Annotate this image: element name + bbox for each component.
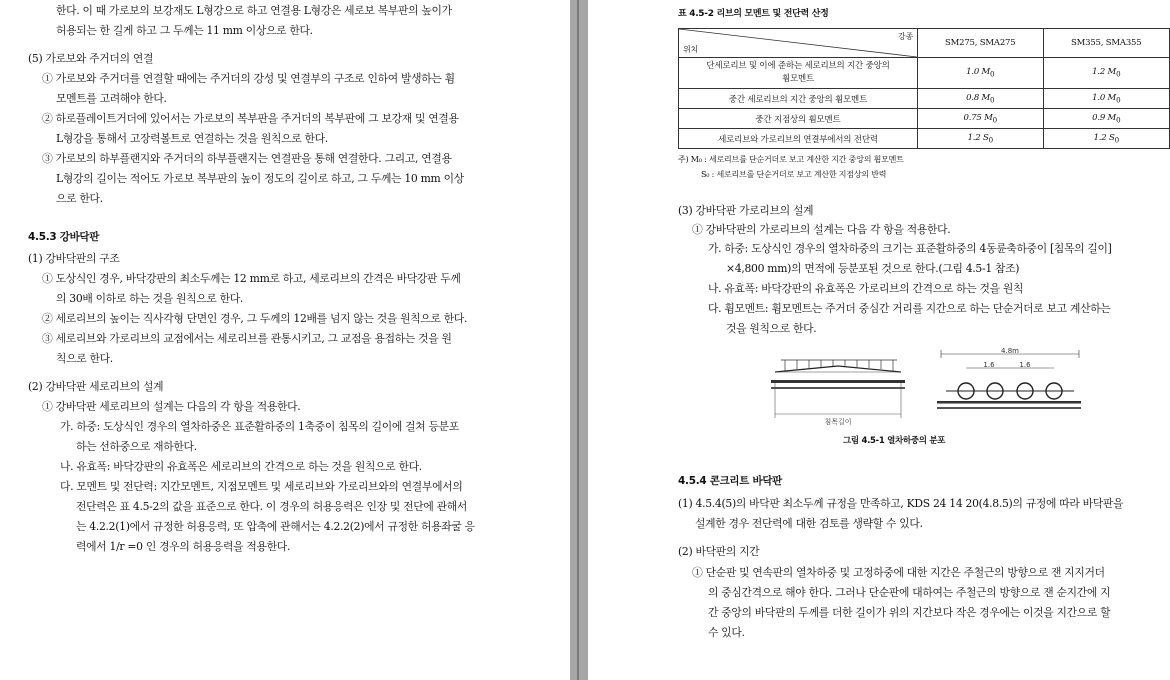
text-line: 하는 선하중으로 재하한다. [76, 440, 197, 453]
text-line: ×4,800 mm)의 면적에 등분포된 것으로 한다.(그림 4.5-1 참조) [726, 262, 1020, 275]
text-line: 설계한 경우 전단력에 대한 검토를 생략할 수 있다. [695, 517, 923, 530]
left-page [0, 0, 570, 680]
dimension-spacing-a: 1.6 [983, 361, 995, 369]
dimension-spacing-b: 1.6 [1019, 361, 1031, 369]
section-heading: (2) 바닥판의 지간 [678, 545, 760, 558]
cell: 1.2 $M_0$ [1043, 58, 1170, 89]
page-divider [570, 0, 588, 680]
text-line: ① 단순판 및 연속판의 열차하중 및 고정하중에 대한 지간은 주철근의 방향으로 잰 지지거더 [692, 566, 1105, 579]
header-position: 위치 [683, 45, 699, 54]
cell: 1.0 $M_0$ [917, 58, 1043, 89]
text-line: 가. 하중: 도상식인 경우의 열차하중의 크기는 표준활하중의 4동륜축하중이 [침목의 길이] [708, 242, 1112, 255]
text-line: 나. 유효폭: 바닥강판의 유효폭은 세로리브의 간격으로 하는 것을 원칙으로 한다. [60, 460, 422, 473]
text-line: ① 가로보와 주거더를 연결할 때에는 주거더의 강성 및 연결부의 구조로 인하여 발생하는 휨 [42, 72, 455, 85]
text-line: 력에서 1/r =0 인 경우의 허용응력을 적용한다. [76, 540, 291, 553]
row-label: 단세로리브 및 이에 준하는 세로리브의 지간 중앙의 휨모멘트 [679, 58, 918, 89]
train-load-figure [763, 346, 1083, 434]
moment-shear-table [678, 28, 1170, 149]
section-title: 4.5.3 강바닥판 [28, 231, 100, 243]
section-heading: (3) 강바닥판 가로리브의 설계 [678, 204, 814, 217]
row-label: 중간 지점상의 휨모멘트 [679, 109, 918, 129]
text-line: ② 세로리브의 높이는 직사각형 단면인 경우, 그 두께의 12배를 넘지 않는 것을 원칙으로 한다. [42, 312, 468, 325]
cell: 1.2 $S_0$ [1043, 129, 1170, 149]
text-line: 수 있다. [708, 626, 745, 639]
cell: 0.75 $M_0$ [917, 109, 1043, 129]
column-header: SM355, SMA355 [1043, 29, 1170, 58]
text-line: 간 중앙의 바닥판의 두께를 더한 길이가 위의 지간보다 작은 경우에는 이것을 지간으로 할 [708, 606, 1111, 619]
text-line: 것을 원칙으로 한다. [726, 322, 817, 335]
cell: 0.8 $M_0$ [917, 89, 1043, 109]
text-line: 가. 하중: 도상식인 경우의 열차하중은 표준활하중의 1축중이 침목의 길이에 걸쳐 등분포 [60, 420, 459, 433]
table-caption: 표 4.5-2 리브의 모멘트 및 전단력 산정 [678, 9, 829, 19]
table-note: 주) M₀ : 세로리브를 단순거더로 보고 계산한 지간 중앙의 휨모멘트 [678, 155, 904, 164]
text-line: 의 중심간격으로 해야 한다. 그러나 단순판에 대하여는 주철근의 방향으로 잰 순지간에 지 [708, 586, 1111, 599]
section-heading: (1) 강바닥판의 구조 [28, 252, 120, 265]
right-page [588, 0, 1170, 680]
text-line: ② 하로플레이트거더에 있어서는 가로보의 복부판을 주거더의 복부판에 그 보강재 및 연결용 [42, 112, 459, 125]
cell: 0.9 $M_0$ [1043, 109, 1170, 129]
text-line: (1) 4.5.4(5)의 바닥판 최소두께 규정을 만족하고, KDS 24 14 20(4.8.5)의 규정에 따라 바닥판을 [678, 497, 1124, 510]
cell: 1.2 $S_0$ [917, 129, 1043, 149]
text-line: ① 강바닥판 세로리브의 설계는 다음의 각 항을 적용한다. [42, 400, 301, 413]
text-line: ③ 가로보의 하부플랜지와 주거더의 하부플랜지는 연결판을 통해 연결한다. 그리고, 연결용 [42, 152, 452, 165]
section-title: 4.5.4 콘크리트 바닥판 [678, 475, 783, 487]
table-row [679, 109, 1170, 129]
text-line: 나. 유효폭: 바닥강판의 유효폭은 가로리브의 간격으로 하는 것을 원칙 [708, 282, 1024, 295]
row-label: 세로리브와 가로리브의 연결부에서의 전단력 [679, 129, 918, 149]
text-line: 칙으로 한다. [56, 352, 113, 365]
text-line: ① 도상식인 경우, 바닥강판의 최소두께는 12 mm로 하고, 세로리브의 간격은 바닥강판 두께 [42, 272, 461, 285]
text-line: 다. 휨모멘트: 휨모멘트는 주거더 중심간 거리를 지간으로 하는 단순거더로 보고 계산하는 [708, 302, 1111, 315]
section-heading: (5) 가로보와 주거더의 연결 [28, 52, 154, 65]
column-header: SM275, SMA275 [917, 29, 1043, 58]
text-line: 모멘트를 고려해야 한다. [56, 92, 167, 105]
text-line: 한다. 이 때 가로보의 보강재도 L형강으로 하고 연결용 L형강은 세로보 복부판의 높이가 [56, 4, 452, 17]
text-line: ① 강바닥판의 가로리브의 설계는 다음 각 항을 적용한다. [692, 223, 951, 236]
text-line: L형강을 통해서 고장력볼트로 연결하는 것을 원칙으로 한다. [56, 132, 328, 145]
section-heading: (2) 강바닥판 세로리브의 설계 [28, 380, 164, 393]
table-header-cell [679, 29, 918, 58]
text-line: ③ 세로리브와 가로리브의 교점에서는 세로리브를 관통시키고, 그 교점을 용접하는 것을 원 [42, 332, 452, 345]
table-row [679, 89, 1170, 109]
text-line: 다. 모멘트 및 전단력: 지간모멘트, 지점모멘트 및 세로리브와 가로리브와의 연결부에서의 [60, 480, 463, 493]
text-line: 으로 한다. [56, 192, 103, 205]
text-line: 허용되는 한 길게 하고 그 두께는 11 mm 이상으로 한다. [56, 24, 313, 37]
row-label: 중간 세로리브의 지간 중앙의 휨모멘트 [679, 89, 918, 109]
table-row [679, 58, 1170, 89]
sleeper-length-label: 침목길이 [824, 418, 852, 426]
cell: 1.0 $M_0$ [1043, 89, 1170, 109]
text-line: 전단력은 표 4.5-2의 값을 표준으로 한다. 이 경우의 허용응력은 인장 및 전단에 관해서 [76, 500, 468, 513]
text-line: L형강의 길이는 적어도 가로보 복부판의 높이 정도의 길이로 하고, 그 두께는 10 mm 이상 [56, 172, 464, 185]
table-note: S₀ : 세로리브를 단순거더로 보고 계산한 지점상의 반력 [701, 170, 887, 179]
table-row [679, 129, 1170, 149]
text-line: 의 30배 이하로 하는 것을 원칙으로 한다. [56, 292, 244, 305]
dimension-total: 4.8m [1001, 347, 1019, 355]
figure-caption: 그림 4.5-1 열차하중의 분포 [843, 436, 946, 446]
text-line: 는 4.2.2(1)에서 규정한 허용응력, 또 압축에 관해서는 4.2.2(2)에서 규정한 허용좌굴 응 [76, 520, 475, 533]
header-steel: 강종 [897, 32, 913, 41]
